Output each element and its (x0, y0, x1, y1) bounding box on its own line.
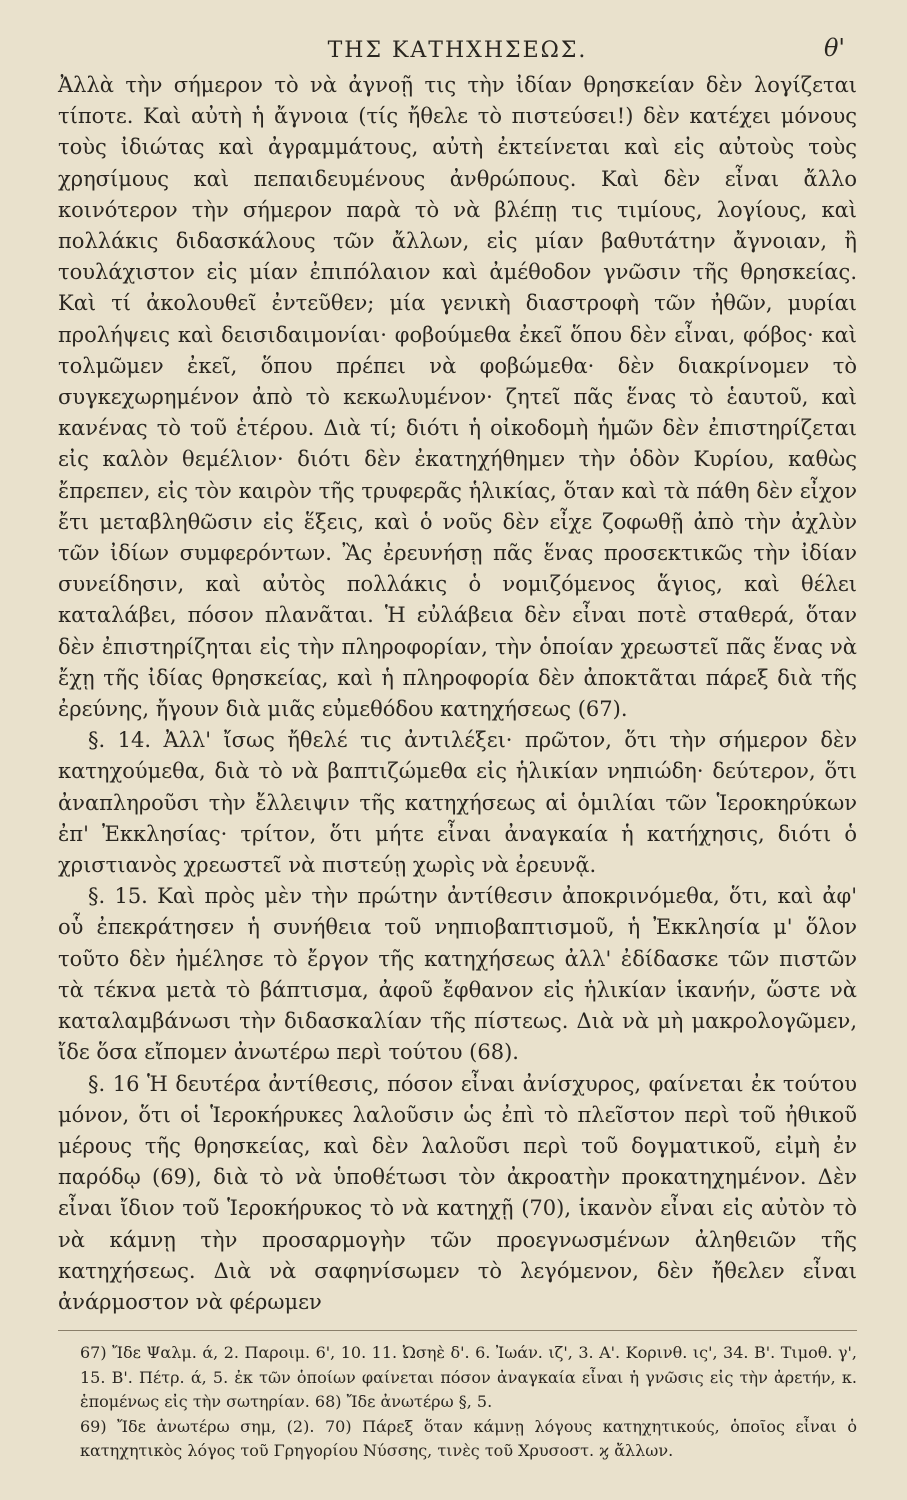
footnotes (58, 1341, 857, 1464)
running-title: ΤΗΣ ΚΑΤΗΧΗΣΕΩΣ. (327, 38, 588, 63)
paragraph-section-15: §. 15. Καὶ πρὸς μὲν τὴν πρώτην ἀντίθεσιν ἀποκρινόμεθα, ὅτι, καὶ ἀφ' οὗ ἐπεκράτησεν ἡ συνήθεια τοῦ νηπιοβαπτισμοῦ, ἡ Ἐκκλησία μ' ὅλον τοῦτο δὲν ἠμέλησε τὸ ἔργον τῆς κατηχήσεως ἀλλ' ἐδίδασκε τῶν πιστῶν τὰ τέκνα μετὰ τὸ βάπτισμα, ἀφοῦ ἔφθανον εἰς ἡλικίαν ἱκανήν, ὥστε νὰ καταλαμβάνωσι τὴν διδασκαλίαν τῆς πίστεως. Διὰ νὰ μὴ μακρολογῶμεν, ἴδε ὅσα εἴπομεν ἀνωτέρω περὶ τούτου (68). (58, 884, 857, 1065)
main-text (58, 70, 857, 1318)
page-number: θ' (823, 34, 845, 62)
footnote-69-70: 69) Ἴδε ἀνωτέρω σημ, (2). 70) Πάρεξ ὅταν κάμνῃ λόγους κατηχητικούς, ὁποῖος εἶναι ὁ κατηχητικὸς λόγος τοῦ Γρηγορίου Νύσσης, τινὲς τοῦ Χρυσοστ. ϗ ἄλλων. (80, 1416, 857, 1461)
paragraph-1: Ἀλλὰ τὴν σήμερον τὸ νὰ ἀγνοῇ τις τὴν ἰδίαν θρησκείαν δὲν λογίζεται τίποτε. Καὶ αὐτὴ ἡ ἄγνοια (τίς ἤθελε τὸ πιστεύσει!) δὲν κατέχει μόνους τοὺς ἰδιώτας καὶ ἀγραμμάτους, αὐτὴ ἐκτείνεται καὶ εἰς αὐτοὺς τοὺς χρησίμους καὶ πεπαιδευμένους ἀνθρώπους. Καὶ δὲν εἶναι ἄλλο κοινότερον τὴν σήμερον παρὰ τὸ νὰ βλέπῃ τις τιμίους, λογίους, καὶ πολλάκις διδασκάλους τῶν ἄλλων, εἰς μίαν βαθυτάτην ἄγνοιαν, ἢ τουλάχιστον εἰς μίαν ἐπιπόλαιον καὶ ἀμέθοδον γνῶσιν τῆς θρησκείας. Καὶ τί ἀκολουθεῖ ἐντεῦθεν; μία γενικὴ διαστροφὴ τῶν ἠθῶν, μυρίαι προλήψεις καὶ δεισιδαιμονίαι· φοβούμεθα ἐκεῖ ὅπου δὲν εἶναι, φόβος· καὶ τολμῶμεν ἐκεῖ, ὅπου πρέπει νὰ φοβώμεθα· δὲν διακρίνομεν τὸ συγκεχωρημένον ἀπὸ τὸ κεκωλυμένον· ζητεῖ πᾶς ἕνας τὸ ἑαυτοῦ, καὶ κανένας τὸ τοῦ ἑτέρου. Διὰ τί; διότι ἡ οἰκοδομὴ ἡμῶν δὲν ἐπιστηρίζεται εἰς καλὸν θεμέλιον· διότι δὲν ἐκατηχήθημεν τὴν ὁδὸν Κυρίου, καθὼς ἔπρεπεν, εἰς τὸν καιρὸν τῆς τρυφερᾶς ἡλικίας, ὅταν καὶ τὰ πάθη δὲν εἶχον ἔτι μεταβληθῶσιν εἰς ἕξεις, καὶ ὁ νοῦς δὲν εἶχε ζοφωθῇ ἀπὸ τὴν ἀχλὺν τῶν ἰδίων συμφερόντων. Ἂς ἐρευνήσῃ πᾶς ἕνας προσεκτικῶς τὴν ἰδίαν συνείδησιν, καὶ αὐτὸς πολλάκις ὁ νομιζόμενος ἅγιος, καὶ θέλει καταλάβει, πόσον πλανᾶται. Ἡ εὐλάβεια δὲν εἶναι ποτὲ σταθερά, ὅταν δὲν ἐπιστηρίζηται εἰς τὴν πληροφορίαν, τὴν ὁποίαν χρεωστεῖ πᾶς ἕνας νὰ ἔχῃ τῆς ἰδίας θρησκείας, καὶ ἡ πληροφορία δὲν ἀποκτᾶται πάρεξ διὰ τῆς ἐρεύνης, ἤγουν διὰ μιᾶς εὐμεθόδου κατηχήσεως (67). (58, 73, 857, 722)
paragraph-section-14: §. 14. Ἀλλ' ἴσως ἤθελέ τις ἀντιλέξει· πρῶτον, ὅτι τὴν σήμερον δὲν κατηχούμεθα, διὰ τὸ νὰ βαπτιζώμεθα εἰς ἡλικίαν νηπιώδη· δεύτερον, ὅτι ἀναπληροῦσι τὴν ἔλλειψιν τῆς κατηχήσεως αἱ ὁμιλίαι τῶν Ἱεροκηρύκων ἐπ' Ἐκκλησίας· τρίτον, ὅτι μήτε εἶναι ἀναγκαία ἡ κατήχησις, διότι ὁ χριστιανὸς χρεωστεῖ νὰ πιστεύῃ χωρὶς νὰ ἐρευνᾷ. (58, 728, 857, 878)
footnote-divider (58, 1330, 857, 1331)
running-header (58, 26, 857, 70)
footnote-67-68: 67) Ἴδε Ψαλμ. ά, 2. Παροιμ. 6', 10. 11. Ὠσηὲ δ'. 6. Ἰωάν. ιζ', 3. Α'. Κορινθ. ις', 34. Β'. Τιμοθ. γ', 15. Β'. Πέτρ. ά, 5. ἐκ τῶν ὁποίων φαίνεται πόσον ἀναγκαία εἶναι ἡ γνῶσις εἰς τὴν ἀρετήν, κ. ἑπομένως εἰς τὴν σωτηρίαν. 68) Ἴδε ἀνωτέρω §, 5. (80, 1343, 857, 1412)
paragraph-section-16: §. 16 Ἡ δευτέρα ἀντίθεσις, πόσον εἶναι ἀνίσχυρος, φαίνεται ἐκ τούτου μόνον, ὅτι οἱ Ἱεροκήρυκες λαλοῦσιν ὡς ἐπὶ τὸ πλεῖστον περὶ τοῦ ἠθικοῦ μέρους τῆς θρησκείας, καὶ δὲν λαλοῦσι περὶ τοῦ δογματικοῦ, εἰμὴ ἐν παρόδῳ (69), διὰ τὸ νὰ ὑποθέτωσι τὸν ἀκροατὴν προκατηχημένον. Δὲν εἶναι ἴδιον τοῦ Ἱεροκήρυκος τὸ νὰ κατηχῇ (70), ἱκανὸν εἶναι εἰς αὐτὸν τὸ νὰ κάμνῃ τὴν προσαρμογὴν τῶν προεγνωσμένων ἀληθειῶν τῆς κατηχήσεως. Διὰ νὰ σαφηνίσωμεν τὸ λεγόμενον, δὲν ἤθελεν εἶναι ἀνάρμοστον νὰ φέρωμεν (58, 1071, 857, 1314)
